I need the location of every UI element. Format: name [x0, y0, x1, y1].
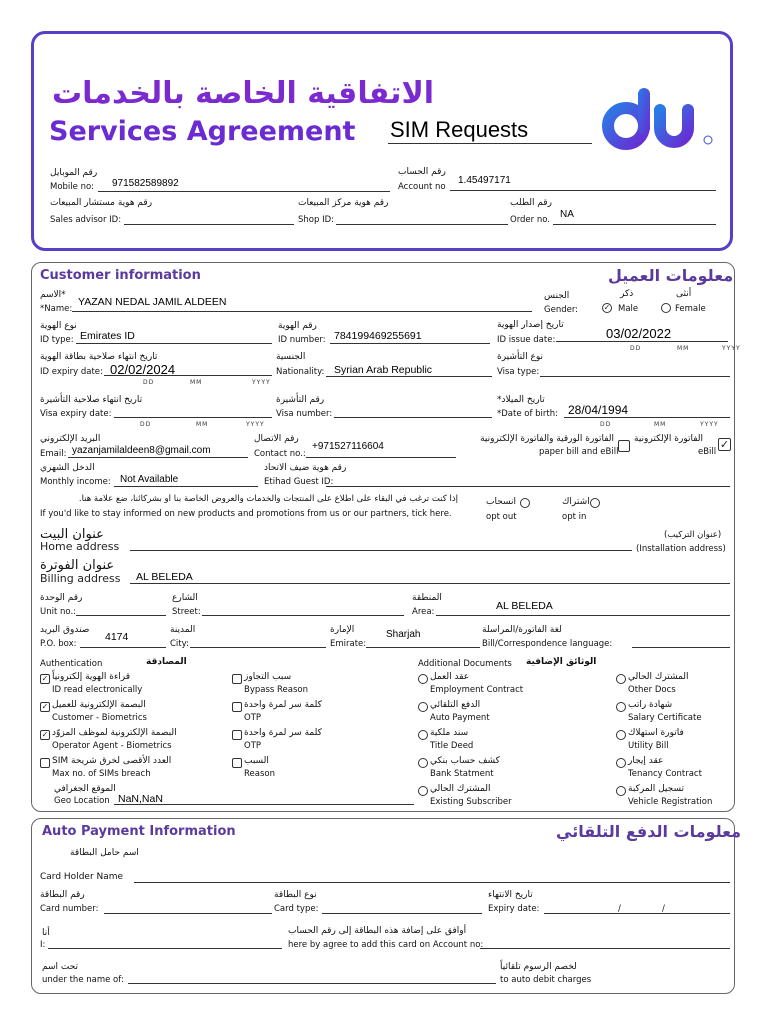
street-label-ar: الشارع [172, 593, 198, 603]
auth-item-label-ar: السبب [244, 756, 269, 766]
billing-label-ar: عنوان الفوترة [40, 558, 115, 573]
geo-label-ar: الموقع الجغرافي [54, 784, 116, 794]
home-label-ar: عنوان البيت [40, 527, 104, 542]
docs-title-ar: الوثائق الإضافية [526, 657, 597, 667]
customer-title-ar: معلومات العميل [608, 266, 734, 285]
order-line [553, 224, 716, 225]
optout-label-ar: انسحاب [486, 497, 517, 507]
visatype-label: Visa type: [497, 367, 540, 377]
dob-mm: MM [654, 421, 667, 428]
expiry-slash-2: / [662, 904, 665, 914]
emirate-label: Emirate: [330, 639, 367, 649]
optout-label: opt out [486, 512, 517, 522]
billing-line [130, 583, 730, 584]
account-label-ar: رقم الحساب [398, 167, 446, 177]
visanum-label-ar: رقم التأشيرة [276, 395, 325, 405]
auth-item-label: Operator Agent - Biometrics [52, 741, 172, 751]
home-label: Home address [40, 540, 120, 553]
under-label: under the name of: [42, 975, 124, 985]
optin-label-ar: اشتراك [562, 497, 590, 507]
income-value[interactable]: Not Available [120, 474, 179, 485]
i-label: I: [40, 940, 46, 950]
visaexp-yyyy: YYYY [246, 421, 265, 428]
auth-item-label-ar: العدد الأقصى لخرق شريحة SIM [52, 756, 172, 766]
mobile-label-ar: رقم الموبايل [50, 168, 98, 178]
doc-item-label: Tenancy Contract [628, 769, 702, 779]
doc-item-label: Title Deed [430, 741, 474, 751]
idissue-label: ID issue date: [497, 335, 556, 345]
area-value[interactable]: AL BELEDA [496, 600, 553, 612]
auth-item-label-ar: سبب التجاوز [244, 672, 292, 682]
auth-item-label-ar: قراءة الهوية إلكترونياً [52, 672, 131, 682]
auth-item-label-ar: البصمة الإلكترونية للعميل [52, 700, 146, 710]
debit-label-ar: لخصم الرسوم تلقائياً [500, 962, 577, 972]
cardtype-label: Card type: [274, 904, 319, 914]
doc-item-label: Existing Subscriber [430, 797, 512, 807]
auth-item-label-ar: البصمة الإلكترونية لموظف المزوّد [52, 728, 177, 738]
ebill-label-ar: الفاتورة الإلكترونية [634, 434, 704, 444]
gender-label-ar: الجنس [544, 291, 570, 301]
dob-label-ar: تاريخ الميلاد* [497, 395, 545, 405]
auth-item-label: ID read electronically [52, 685, 143, 695]
doc-item-label-ar: تسجيل المركبة [628, 784, 684, 794]
holder-label: Card Holder Name [40, 872, 124, 882]
du-logo-icon [600, 82, 720, 152]
visaexp-label-ar: تاريخ انتهاء صلاحية التأشيرة [40, 395, 143, 405]
geo-line [114, 804, 414, 805]
street-line [202, 615, 404, 616]
dob-value[interactable]: 28/04/1994 [568, 403, 629, 417]
male-radio[interactable]: ✓ [603, 303, 611, 312]
male-label-ar: ذكر [620, 289, 634, 299]
order-label: Order no. [510, 215, 550, 225]
email-label-ar: البريد الإلكتروني [40, 434, 101, 444]
advisor-line [124, 224, 294, 225]
email-value[interactable]: yazanjamilaldeen8@gmail.com [72, 445, 211, 456]
visaexp-dd: DD [140, 421, 152, 428]
female-radio[interactable] [661, 303, 671, 313]
name-label: *Name: [40, 304, 73, 314]
payment-panel [31, 818, 735, 994]
expiry-label: Expiry date: [488, 904, 540, 914]
idtype-value[interactable]: Emirates ID [80, 330, 135, 342]
payment-title-ar: معلومات الدفع التلقائي [556, 822, 742, 841]
pobox-label: P.O. box: [40, 639, 77, 649]
visatype-label-ar: نوع التأشيرة [497, 352, 544, 362]
agree-line [480, 948, 730, 949]
holder-label-ar: اسم حامل البطاقة [70, 848, 139, 858]
city-label: City: [170, 639, 189, 649]
expiry-line [544, 913, 730, 914]
income-label-ar: الدخل الشهري [40, 463, 95, 473]
unit-label-ar: رقم الوحدة [40, 593, 83, 603]
paperbill-label: paper bill and eBill [539, 447, 619, 457]
etihad-label-ar: رقم هوية ضيف الاتحاد [264, 463, 347, 473]
contact-label-ar: رقم الاتصال [254, 434, 299, 444]
doc-item-label: Utility Bill [628, 741, 669, 751]
doc-item-label: Bank Statment [430, 769, 494, 779]
auth-checkbox[interactable] [232, 674, 242, 684]
pobox-line [80, 647, 166, 648]
doc-item-label-ar: عقد إيجار [628, 756, 664, 766]
shop-line [336, 224, 508, 225]
expiry-slash-1: / [618, 904, 621, 914]
doc-item-label: Vehicle Registration [628, 797, 713, 807]
doc-radio[interactable] [418, 674, 428, 684]
idtype-label: ID type: [40, 335, 74, 345]
nat-line [326, 376, 492, 377]
billing-value[interactable]: AL BELEDA [136, 571, 193, 583]
email-label: Email: [40, 449, 67, 459]
order-value[interactable]: NA [560, 209, 574, 220]
doc-item-label-ar: شهادة راتب [628, 700, 673, 710]
doc-item-label-ar: سند ملكية [430, 728, 469, 738]
street-label: Street: [172, 607, 201, 617]
dob-line [564, 417, 730, 418]
idexp-label-ar: تاريخ انتهاء صلاحية بطاقة الهوية [40, 352, 158, 362]
cardnum-line [104, 913, 272, 914]
auth-item-label: OTP [244, 741, 262, 751]
geo-label: Geo Location [54, 796, 110, 806]
optin-text-ar: إذا كنت ترغب في البقاء على اطلاع على المنتجات والخدمات والعروض الخاصة بنا أو بشركائنا، ضع علامة هنا. [78, 494, 458, 504]
emirate-value[interactable]: Sharjah [386, 629, 421, 640]
account-value[interactable]: 1.45497171 [458, 175, 511, 186]
home-line [130, 550, 632, 551]
visanum-line [334, 417, 492, 418]
holder-line [134, 882, 730, 883]
doc-item-label-ar: عقد العمل [430, 672, 470, 682]
idnum-value[interactable]: 784199469255691 [334, 330, 422, 342]
paperbill-checkbox[interactable] [618, 440, 630, 452]
doc-radio[interactable] [418, 730, 428, 740]
doc-radio[interactable] [616, 786, 626, 796]
customer-title: Customer information [40, 268, 201, 283]
etihad-label: Etihad Guest ID: [264, 477, 334, 487]
visaexp-label: Visa expiry date: [40, 409, 112, 419]
nat-label: Nationality: [276, 367, 325, 377]
title-arabic: الاتفاقية الخاصة بالخدمات [52, 76, 435, 111]
optout-radio[interactable] [520, 498, 530, 508]
shop-label-ar: رقم هوية مركز المبيعات [298, 198, 389, 208]
idissue-line [556, 341, 728, 342]
gender-label: Gender: [544, 305, 579, 315]
idexp-mm: MM [190, 379, 203, 386]
emirate-line [366, 647, 480, 648]
auth-checkbox[interactable] [232, 730, 242, 740]
cardnum-label-ar: رقم البطاقة [40, 890, 85, 900]
form-type-line [388, 143, 592, 144]
auth-title: Authentication [40, 659, 103, 669]
payment-title: Auto Payment Information [42, 824, 236, 839]
city-line [190, 647, 326, 648]
doc-item-label-ar: الدفع التلقائي [430, 700, 481, 710]
doc-item-label: Auto Payment [430, 713, 490, 723]
advisor-label: Sales advisor ID: [50, 215, 122, 225]
female-label: Female [675, 304, 706, 314]
install-label-ar: (عنوان التركيب) [664, 530, 722, 540]
contact-label: Contact no.: [254, 449, 306, 459]
dob-yyyy: YYYY [700, 421, 719, 428]
doc-item-label: Salary Certificate [628, 713, 702, 723]
doc-radio[interactable] [616, 730, 626, 740]
idissue-dd: DD [630, 345, 642, 352]
dob-label: *Date of birth: [497, 409, 558, 419]
optin-text: If you'd like to stay informed on new products and promotions from us or our partners, tick here. [40, 509, 452, 519]
female-label-ar: أنثى [676, 289, 692, 299]
form-type: SIM Requests [390, 117, 529, 142]
doc-radio[interactable] [616, 758, 626, 768]
idexp-line [104, 375, 272, 376]
income-line [114, 486, 258, 487]
lang-label: Bill/Correspondence language: [482, 639, 613, 649]
pobox-value[interactable]: 4174 [105, 631, 129, 643]
doc-item-label-ar: المشترك الحالي [430, 784, 491, 794]
contact-line [306, 457, 456, 458]
expiry-label-ar: تاريخ الانتهاء [488, 890, 533, 900]
shop-label: Shop ID: [298, 215, 334, 225]
under-label-ar: تحت اسم [42, 962, 79, 972]
auth-checkbox[interactable]: ✓ [41, 730, 49, 739]
docs-title: Additional Documents [418, 659, 512, 669]
visaexp-line [114, 417, 272, 418]
debit-label: to auto debit charges [500, 975, 592, 985]
cardnum-label: Card number: [40, 904, 99, 914]
advisor-label-ar: رقم هوية مستشار المبيعات [50, 198, 153, 208]
mobile-label: Mobile no: [50, 182, 95, 192]
auth-checkbox[interactable]: ✓ [41, 702, 49, 711]
auth-checkbox[interactable] [232, 758, 242, 768]
mobile-value[interactable]: 971582589892 [112, 178, 179, 189]
etihad-line [326, 486, 730, 487]
unit-line [76, 615, 166, 616]
area-label-ar: المنطقة [412, 593, 442, 603]
auth-item-label-ar: كلمة سر لمرة واحدة [244, 728, 322, 738]
unit-label: Unit no.: [40, 607, 77, 617]
idnum-label-ar: رقم الهوية [278, 321, 317, 331]
auth-item-label-ar: كلمة سر لمرة واحدة [244, 700, 322, 710]
idexp-dd: DD [143, 379, 155, 386]
idissue-yyyy: YYYY [722, 345, 741, 352]
doc-radio[interactable] [616, 702, 626, 712]
doc-radio[interactable] [418, 758, 428, 768]
cardtype-line [322, 913, 482, 914]
idtype-line [76, 343, 272, 344]
idtype-label-ar: نوع الهوية [40, 321, 77, 331]
visanum-label: Visa number: [276, 409, 333, 419]
idexp-value[interactable]: 02/02/2024 [110, 362, 176, 377]
male-label: Male [618, 304, 639, 314]
doc-radio[interactable] [616, 674, 626, 684]
ebill-checkbox[interactable]: ✓ [719, 438, 730, 451]
doc-item-label-ar: فاتورة استهلاك [628, 728, 684, 738]
i-line [48, 948, 282, 949]
idissue-value[interactable]: 03/02/2022 [606, 326, 672, 341]
doc-item-label: Other Docs [628, 685, 676, 695]
optin-label: opt in [562, 512, 587, 522]
name-value[interactable]: YAZAN NEDAL JAMIL ALDEEN [78, 296, 227, 308]
idnum-line [330, 343, 490, 344]
order-label-ar: رقم الطلب [510, 198, 552, 208]
idexp-yyyy: YYYY [252, 379, 271, 386]
paperbill-label-ar: الفاتورة الورقية والفاتورة الإلكترونية [480, 434, 614, 444]
email-line [68, 457, 248, 458]
agree-label: here by agree to add this card on Account no: [288, 940, 484, 950]
area-label: Area: [412, 607, 435, 617]
doc-item-label-ar: كشف حساب بنكي [430, 756, 500, 766]
name-label-ar: *الاسم [40, 290, 66, 300]
title-english: Services Agreement [49, 116, 356, 147]
idnum-label: ID number: [278, 335, 326, 345]
auth-item-label: Max no. of SIMs breach [52, 769, 151, 779]
idissue-label-ar: تاريخ إصدار الهوية [497, 320, 564, 330]
lang-line [632, 647, 730, 648]
city-label-ar: المدينة [170, 625, 196, 635]
area-line [436, 615, 730, 616]
visaexp-mm: MM [196, 421, 209, 428]
auth-item-label: OTP [244, 713, 262, 723]
doc-radio[interactable] [418, 786, 428, 796]
auth-item-label: Customer - Biometrics [52, 713, 147, 723]
idissue-mm: MM [677, 345, 690, 352]
visatype-line [540, 376, 730, 377]
auth-item-label: Reason [244, 769, 275, 779]
emirate-label-ar: الإمارة [330, 625, 355, 635]
ebill-label: eBill [698, 447, 717, 457]
under-line [128, 983, 496, 984]
geo-value[interactable]: NaN,NaN [118, 793, 163, 805]
income-label: Monthly income: [40, 477, 111, 487]
nat-label-ar: الجنسية [276, 352, 306, 362]
account-label: Account no [398, 182, 446, 192]
idexp-label: ID expiry date: [40, 367, 103, 377]
i-label-ar: أنا [42, 928, 50, 938]
agree-label-ar: أوافق على إضافة هذه البطاقة إلى رقم الحساب [288, 926, 467, 936]
name-line [72, 311, 532, 312]
doc-item-label-ar: المشترك الحالي [628, 672, 689, 682]
auth-checkbox[interactable]: ✓ [41, 674, 49, 683]
contact-value[interactable]: +971527116604 [312, 441, 384, 452]
install-label: (Installation address) [636, 544, 726, 554]
auth-title-ar: المصادقة [146, 657, 187, 667]
cardtype-label-ar: نوع البطاقة [274, 890, 317, 900]
doc-radio[interactable] [418, 702, 428, 712]
optin-radio[interactable] [590, 498, 600, 508]
lang-label-ar: لغة الفاتورة/المراسلة [482, 625, 562, 635]
pobox-label-ar: صندوق البريد [40, 625, 90, 635]
billing-label: Billing address [40, 572, 121, 585]
dob-dd: DD [600, 421, 612, 428]
auth-checkbox[interactable] [40, 758, 50, 768]
nat-value[interactable]: Syrian Arab Republic [334, 364, 433, 376]
auth-item-label: Bypass Reason [244, 685, 309, 695]
mobile-line [98, 191, 390, 192]
doc-item-label: Employment Contract [430, 685, 524, 695]
auth-checkbox[interactable] [232, 702, 242, 712]
account-line [450, 190, 716, 191]
